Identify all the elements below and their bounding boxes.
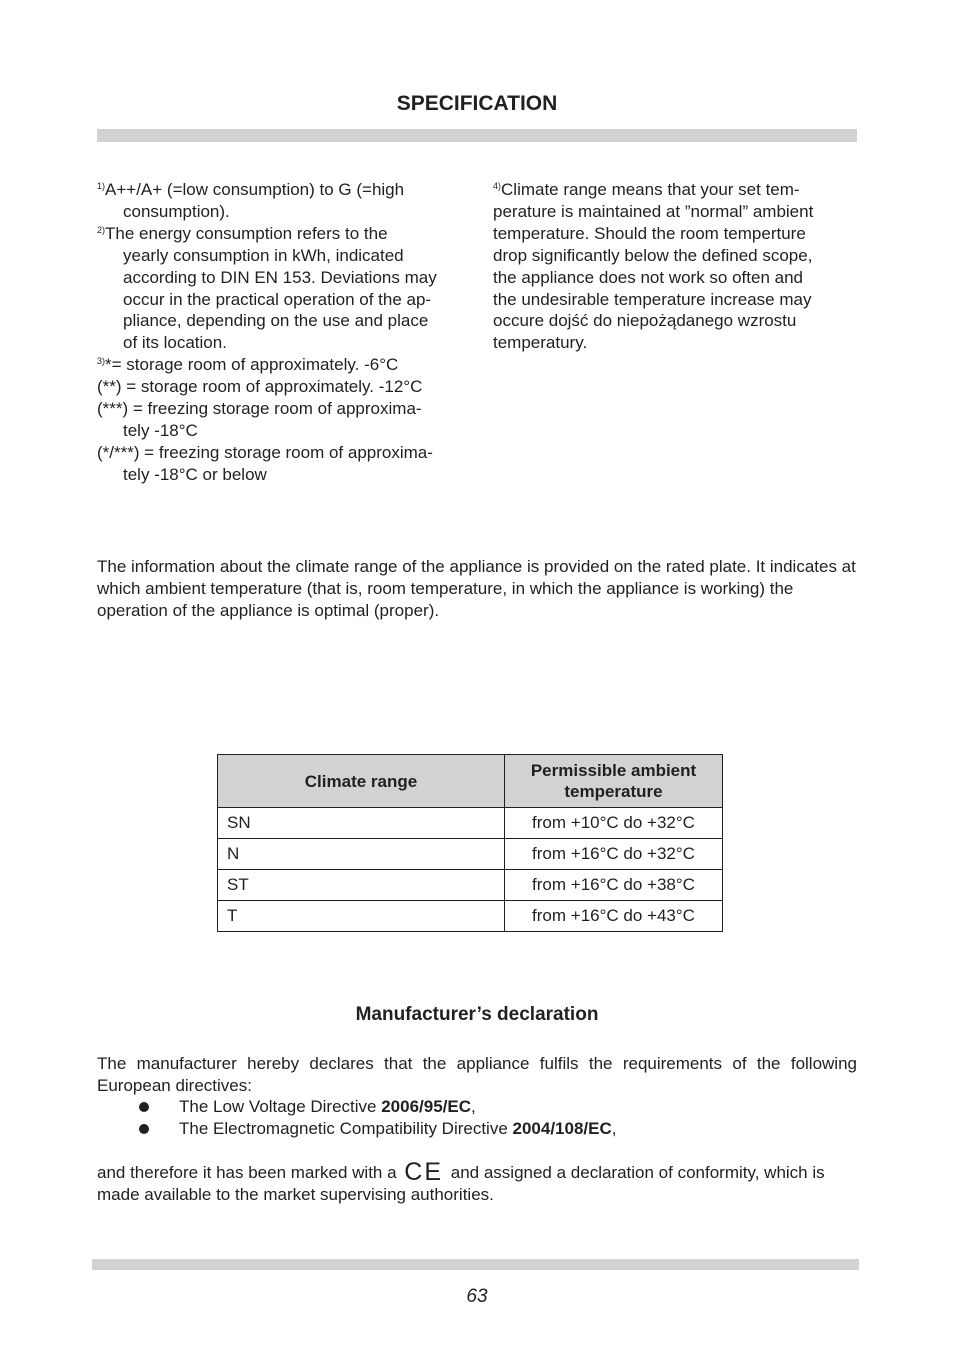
footnote-text: The energy consumption refers to the (105, 223, 388, 243)
footnote-text: temperature. Should the room temperture (493, 223, 806, 243)
footnote-text: Climate range means that your set tem- (501, 180, 800, 199)
footnote-text: (**) = storage room of approximately. -12°C (97, 377, 423, 397)
climate-info-paragraph: The information about the climate range of the appliance is provided on the rated plate. It indicates at which ambient temperature (that is, room temperature, in which the appliance is working) the operation of the appliance is optimal (proper). (97, 557, 856, 620)
footnote-1 (97, 179, 467, 223)
footnote-marker: 4) (493, 181, 502, 191)
directive-suffix: , (611, 1119, 617, 1138)
temperature-cell: from +10°C do +32°C (505, 808, 723, 839)
climate-class-cell: N (218, 839, 505, 870)
footnote-text: *= storage room of approximately. -6°C (105, 355, 399, 375)
page-number: 63 (466, 1286, 488, 1307)
footnote-3b (97, 376, 467, 398)
table-row (218, 870, 723, 901)
table-row (218, 839, 723, 870)
table-row (218, 808, 723, 839)
declaration-title: Manufacturer’s declaration (355, 1004, 599, 1025)
climate-class-cell: T (218, 901, 505, 932)
ce-marking-paragraph (97, 1158, 857, 1206)
footnote-text: consumption). (123, 201, 230, 221)
page-title: SPECIFICATION (396, 92, 558, 115)
directive-code: 2006/95/EC (381, 1097, 472, 1116)
climate-class-cell: ST (218, 870, 505, 901)
climate-range-table (217, 754, 723, 932)
footnote-text: pliance, depending on the use and place (123, 311, 429, 331)
directive-name: The Low Voltage Directive (179, 1097, 382, 1116)
footnote-text: temperatury. (493, 333, 588, 353)
table-row (218, 901, 723, 932)
footnote-text: tely -18°C or below (123, 464, 267, 484)
ce-text-before: and therefore it has been marked with a (97, 1163, 402, 1182)
footnote-4 (493, 179, 853, 354)
footnote-text: (***) = freezing storage room of approxima- (97, 399, 422, 419)
bullet-icon (139, 1124, 149, 1134)
footer-divider (92, 1259, 859, 1270)
footnote-text: (*/***) = freezing storage room of approxima- (97, 442, 433, 462)
footnote-text: the undesirable temperature increase may (493, 289, 812, 309)
column-header: Climate range (218, 755, 505, 808)
footnote-text: occure dojść do niepożądanego wzrostu (493, 311, 797, 331)
footnote-text: of its location. (123, 333, 227, 353)
temperature-cell: from +16°C do +38°C (505, 870, 723, 901)
footnote-3c (97, 398, 467, 442)
directive-code: 2004/108/EC (512, 1119, 612, 1138)
footnotes-left (97, 179, 467, 486)
temperature-cell: from +16°C do +43°C (505, 901, 723, 932)
header-divider (97, 129, 857, 142)
footnote-text: tely -18°C (123, 420, 198, 440)
ce-mark-icon: CE (404, 1158, 444, 1186)
footnote-text: occur in the practical operation of the ap- (123, 289, 432, 309)
footnote-2 (97, 223, 467, 354)
declaration-intro: The manufacturer hereby declares that the appliance fulfils the requirements of the following European directives: (97, 1054, 857, 1095)
ce-text-after: and assigned a declaration of conformity, which is made available to the market supervising authorities. (97, 1163, 825, 1204)
footnote-marker: 1) (97, 181, 106, 191)
footnote-3d (97, 442, 467, 486)
list-item (97, 1096, 857, 1118)
directive-list (97, 1096, 857, 1140)
bullet-icon (139, 1102, 149, 1112)
footnote-text: according to DIN EN 153. Deviations may (123, 267, 437, 287)
directive-suffix: , (471, 1097, 476, 1116)
footnote-text: the appliance does not work so often and (493, 267, 803, 287)
footnote-marker: 3) (97, 356, 106, 367)
footnote-text: perature is maintained at ”normal” ambient (493, 201, 814, 221)
temperature-cell: from +16°C do +32°C (505, 839, 723, 870)
footnote-text: A++/A+ (=low consumption) to G (=high (105, 180, 405, 199)
table-header-row (218, 755, 723, 808)
climate-class-cell: SN (218, 808, 505, 839)
list-item (97, 1118, 857, 1140)
column-header: Permissible ambient temperature (505, 755, 723, 808)
footnote-text: drop significantly below the defined scope, (493, 245, 813, 265)
footnote-marker: 2) (97, 224, 106, 235)
footnote-3 (97, 354, 467, 376)
footnote-text: yearly consumption in kWh, indicated (123, 245, 404, 265)
directive-name: The Electromagnetic Compatibility Directive (179, 1119, 513, 1138)
